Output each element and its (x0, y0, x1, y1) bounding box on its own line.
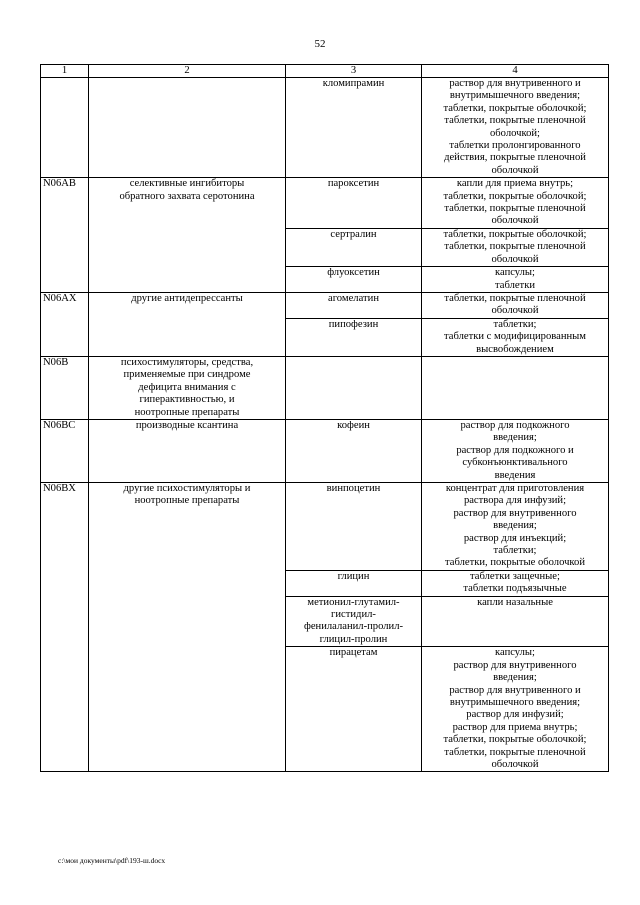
atc-code-cell: N06AX (41, 292, 89, 356)
group-name-line: ноотропные препараты (134, 495, 240, 507)
dosage-forms-cell (422, 228, 609, 266)
dosage-form-line: таблетки с модифицированным (444, 331, 586, 343)
dosage-form-line: концентрат для приготовления (445, 483, 585, 494)
dosage-form-line: раствор для подкожного и (456, 444, 574, 456)
group-name-line: производные ксантина (135, 419, 239, 431)
drug-table (40, 64, 609, 772)
group-name-line: другие антидепрессанты (131, 292, 243, 304)
drug-name-cell (286, 356, 422, 419)
drug-name-cell (286, 647, 422, 772)
dosage-form-line: оболочкой (491, 164, 539, 176)
footer-file-path: c:\мои документы\pdf\193-ш.docx (58, 856, 166, 865)
dosage-forms-cell (422, 292, 609, 318)
table-row (41, 178, 609, 229)
atc-code-cell (41, 78, 89, 178)
header-col-1: 1 (41, 65, 89, 78)
dosage-forms-cell (422, 483, 609, 571)
drug-name-line: флуоксетин (327, 267, 380, 279)
dosage-form-line: таблетки (494, 279, 536, 291)
group-name-cell (89, 78, 286, 178)
header-col-4: 4 (422, 65, 609, 78)
group-name-cell (89, 419, 286, 482)
dosage-form-line: таблетки, покрытые оболочкой (445, 557, 585, 569)
atc-code-cell: N06B (41, 356, 89, 419)
dosage-form-line: раствор для инфузий; (466, 709, 564, 721)
dosage-form-line: капсулы; (495, 647, 535, 659)
dosage-forms-cell (422, 596, 609, 647)
table-row (41, 78, 609, 178)
drug-name-line: глицил-пролин (319, 633, 388, 645)
dosage-form-line: введения; (493, 520, 537, 532)
group-name-line: психостимуляторы, средства, (120, 356, 254, 368)
group-name-cell (89, 356, 286, 419)
drug-name-line: метионил-глутамил- (307, 596, 400, 608)
dosage-form-line: оболочкой (491, 305, 539, 317)
atc-code-cell: N06BX (41, 483, 89, 772)
drug-name-cell (286, 419, 422, 482)
group-name-line: применяемые при синдроме (123, 369, 251, 381)
dosage-form-line: раствор для подкожного (460, 419, 570, 431)
group-name-line: дефицита внимания с (138, 381, 236, 393)
drug-name-cell (286, 596, 422, 647)
atc-code-cell: N06BC (41, 419, 89, 482)
dosage-form-line: субконъюнктивального (462, 457, 568, 469)
group-name-cell (89, 483, 286, 772)
dosage-form-line: таблетки, покрытые оболочкой; (443, 734, 587, 746)
dosage-form-line: раствор для внутривенного и (449, 684, 581, 696)
dosage-form-line: внутримышечного введения; (449, 696, 581, 708)
dosage-form-line: раствор для внутривенного (453, 507, 577, 519)
drug-name-cell (286, 292, 422, 318)
table-row (41, 356, 609, 419)
drug-name-line: пирацетам (329, 647, 378, 659)
dosage-form-line: капсулы; (495, 267, 535, 279)
dosage-form-line: раствора для инфузий; (463, 495, 567, 507)
dosage-form-line: таблетки, покрытые пленочной (444, 203, 586, 215)
drug-name-cell (286, 318, 422, 356)
dosage-form-line: капли назальные (477, 596, 553, 608)
header-col-3: 3 (286, 65, 422, 78)
atc-code-cell: N06AB (41, 178, 89, 293)
dosage-form-line: таблетки защечные; (470, 570, 560, 582)
dosage-form-line: таблетки, покрытые пленочной (444, 115, 586, 127)
drug-name-cell (286, 267, 422, 293)
dosage-form-line: введения (494, 469, 536, 481)
drug-name-line: винпоцетин (326, 483, 381, 494)
dosage-form-line: таблетки, покрытые пленочной (444, 746, 586, 758)
dosage-forms-cell (422, 178, 609, 229)
dosage-form-line: раствор для внутривенного и (449, 78, 581, 89)
dosage-form-line: действия, покрытые пленочной (444, 152, 586, 164)
group-name-cell (89, 178, 286, 293)
dosage-form-line: оболочкой (491, 215, 539, 227)
group-name-line: селективные ингибиторы (129, 178, 245, 190)
dosage-forms-cell (422, 318, 609, 356)
dosage-form-line: таблетки, покрытые оболочкой; (443, 102, 587, 114)
dosage-form-line: раствор для инъекций; (463, 532, 567, 544)
table-header-row (41, 65, 609, 78)
dosage-forms-cell (422, 267, 609, 293)
drug-name-line: пароксетин (327, 178, 380, 190)
drug-name-line: кофеин (337, 419, 370, 431)
dosage-form-line: высвобождением (476, 343, 554, 355)
dosage-form-line: таблетки, покрытые оболочкой; (443, 190, 587, 202)
group-name-line: гиперактивностью, и (139, 394, 235, 406)
header-col-2: 2 (89, 65, 286, 78)
dosage-form-line: таблетки; (493, 318, 537, 330)
dosage-form-line: таблетки подъязычные (463, 583, 567, 595)
drug-name-cell (286, 78, 422, 178)
dosage-form-line: оболочкой (491, 253, 539, 265)
drug-name-cell (286, 178, 422, 229)
group-name-line: ноотропные препараты (134, 406, 240, 418)
drug-name-cell (286, 570, 422, 596)
drug-name-line: гистидил- (331, 609, 376, 621)
drug-name-cell (286, 483, 422, 571)
dosage-form-line: внутримышечного введения; (449, 90, 581, 102)
dosage-form-line: раствор для внутривенного (453, 659, 577, 671)
drug-name-line: кломипрамин (322, 78, 385, 89)
drug-name-line: глицин (337, 570, 370, 582)
dosage-form-line: капли для приема внутрь; (456, 178, 574, 190)
dosage-form-line: оболочкой; (490, 127, 540, 139)
group-name-line: обратного захвата серотонина (119, 190, 255, 202)
dosage-form-line: таблетки, покрытые пленочной (444, 292, 586, 304)
dosage-forms-cell (422, 647, 609, 772)
dosage-form-line: таблетки пролонгированного (449, 140, 581, 152)
group-name-cell (89, 292, 286, 356)
drug-name-line: сертралин (330, 228, 377, 240)
table-row (41, 292, 609, 318)
dosage-forms-cell (422, 356, 609, 419)
group-name-line: другие психостимуляторы и (123, 483, 251, 494)
table-row (41, 483, 609, 571)
dosage-form-line: введения; (493, 432, 537, 444)
drug-name-line: фенилаланил-пролил- (303, 621, 404, 633)
drug-name-cell (286, 228, 422, 266)
drug-name-line: пипофезин (328, 318, 379, 330)
dosage-form-line: оболочкой (491, 758, 539, 770)
drug-name-line: агомелатин (328, 292, 379, 304)
dosage-forms-cell (422, 570, 609, 596)
dosage-form-line: раствор для приема внутрь; (452, 721, 578, 733)
dosage-form-line: таблетки; (493, 545, 537, 557)
dosage-forms-cell (422, 78, 609, 178)
dosage-form-line: введения; (493, 672, 537, 684)
dosage-form-line: таблетки, покрытые пленочной (444, 241, 586, 253)
page-number: 52 (314, 38, 326, 50)
dosage-form-line: таблетки, покрытые оболочкой; (443, 228, 587, 240)
table-row (41, 419, 609, 482)
dosage-forms-cell (422, 419, 609, 482)
